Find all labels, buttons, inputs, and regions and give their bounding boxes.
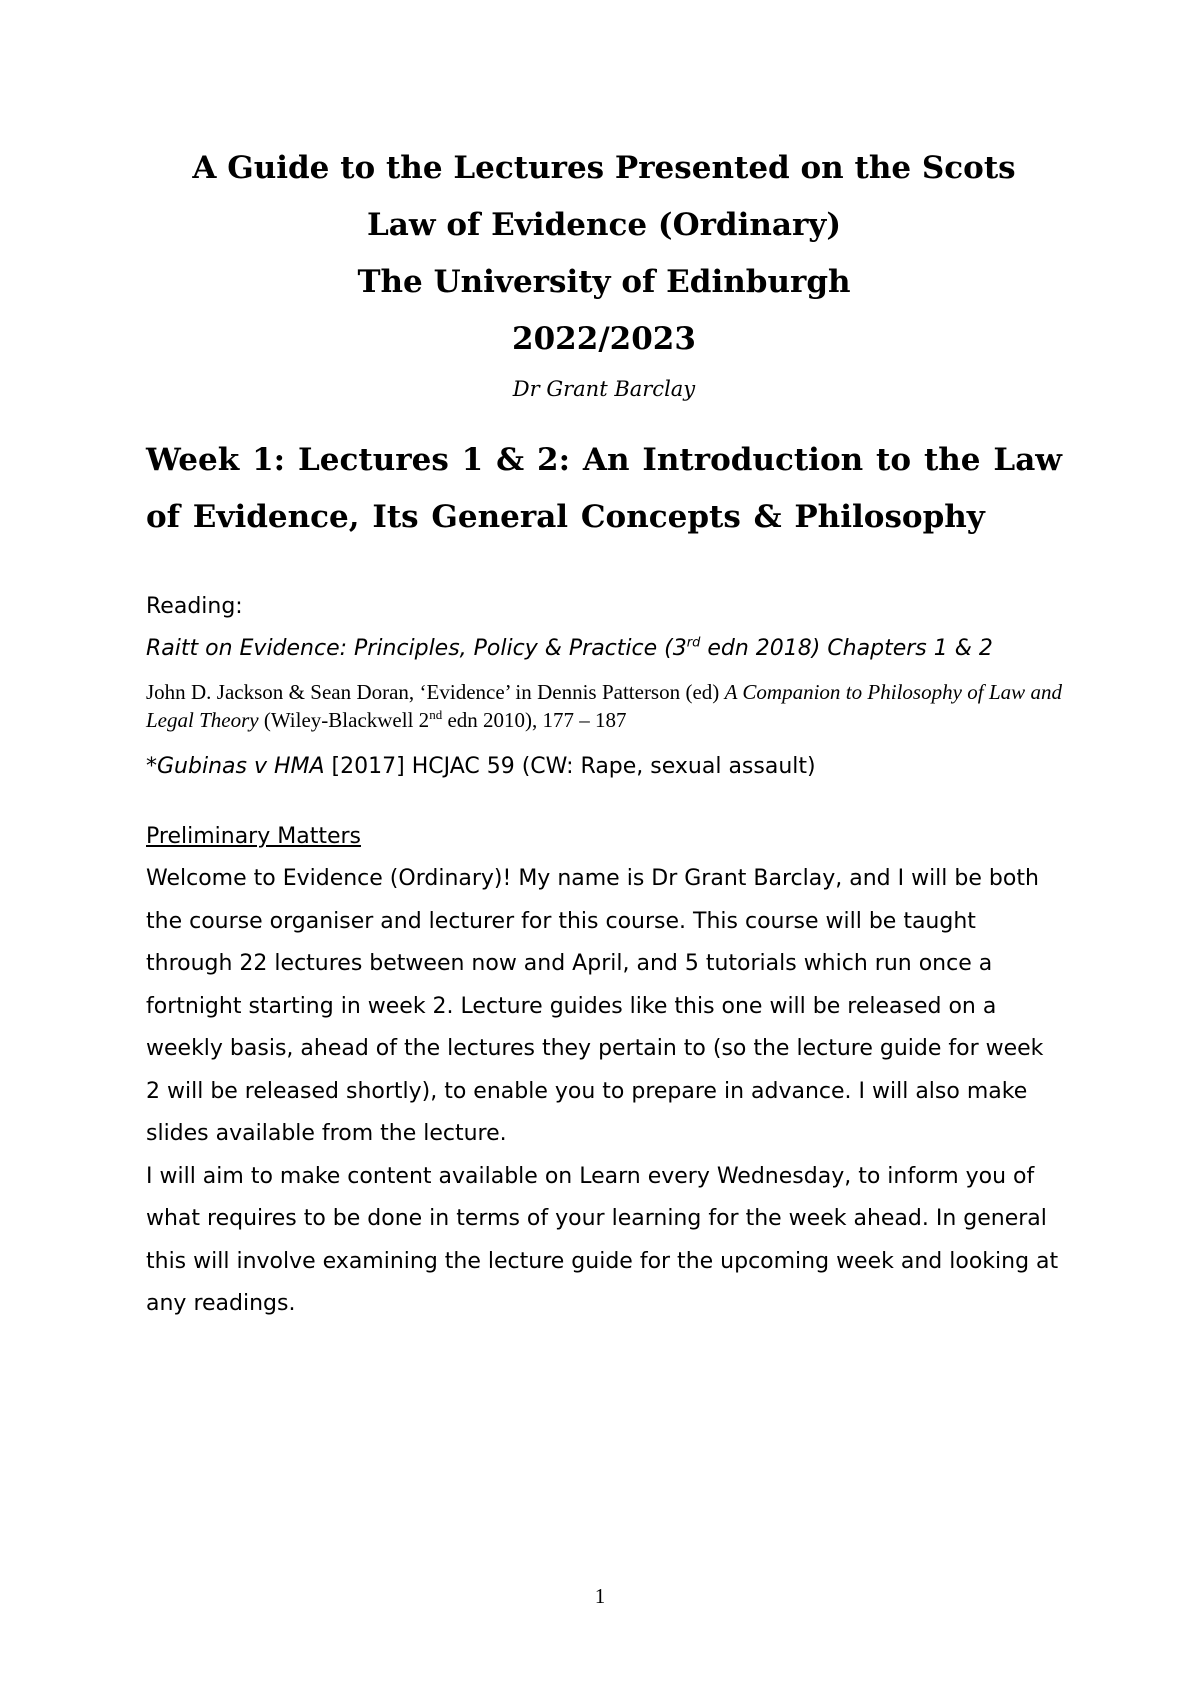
author-name: Dr Grant Barclay [512, 377, 696, 401]
reading-item-case [146, 746, 1062, 788]
page-number: 1 [594, 1584, 606, 1608]
reading-item-text: edn 2018) Chapters 1 & 2 [700, 636, 993, 661]
week-heading: Week 1: Lectures 1 & 2: An Introduction to the Law of Evidence, Its General Concepts & Philosophy [146, 442, 1062, 535]
title-year: 2022/2023 [512, 321, 696, 357]
body-paragraph: Welcome to Evidence (Ordinary)! My name is Dr Grant Barclay, and I will be both the course organiser and lecturer for this course. This course will be taught through 22 lectures between now and April, and 5 tutorials which run once a fortnight starting in week 2. Lecture guides like this one will be released on a weekly basis, ahead of the lectures they pertain to (so the lecture guide for week 2 will be released shortly), to enable you to prepare in advance. I will also make slides available from the lecture. [146, 866, 1044, 1146]
section-heading: Preliminary Matters [146, 824, 361, 849]
title-line: The University of Edinburgh [357, 264, 851, 300]
reading-book-title: A Companion to Philosophy of Law and Legal Theory [146, 680, 1062, 732]
reading-item-text: Raitt on Evidence: Principles, Policy & Practice (3 [146, 636, 687, 661]
ordinal-suffix: rd [686, 635, 701, 651]
document-title [146, 140, 1062, 368]
reading-item-raitt [146, 628, 1062, 670]
reading-item-jackson-doran [146, 678, 1062, 734]
case-name: *Gubinas v HMA [146, 754, 325, 779]
case-citation: [2017] HCJAC 59 (CW: Rape, sexual assault) [324, 754, 816, 779]
body-paragraph: I will aim to make content available on Learn every Wednesday, to inform you of what requires to be done in terms of your learning for the week ahead. In general this will involve examining the lecture guide for the upcoming week and looking at any readings. [146, 1163, 1059, 1316]
page-content [146, 140, 1062, 1326]
reading-item-text: edn 2010), 177 – 187 [442, 708, 627, 732]
reading-item-text: John D. Jackson & Sean Doran, ‘Evidence’ in Dennis Patterson (ed) [146, 680, 725, 704]
title-line: A Guide to the Lectures Presented on the Scots [192, 150, 1016, 186]
title-line: Law of Evidence (Ordinary) [366, 207, 841, 243]
reading-item-text: (Wiley-Blackwell 2 [258, 708, 430, 732]
ordinal-suffix: nd [429, 707, 443, 722]
reading-label: Reading: [146, 594, 243, 619]
